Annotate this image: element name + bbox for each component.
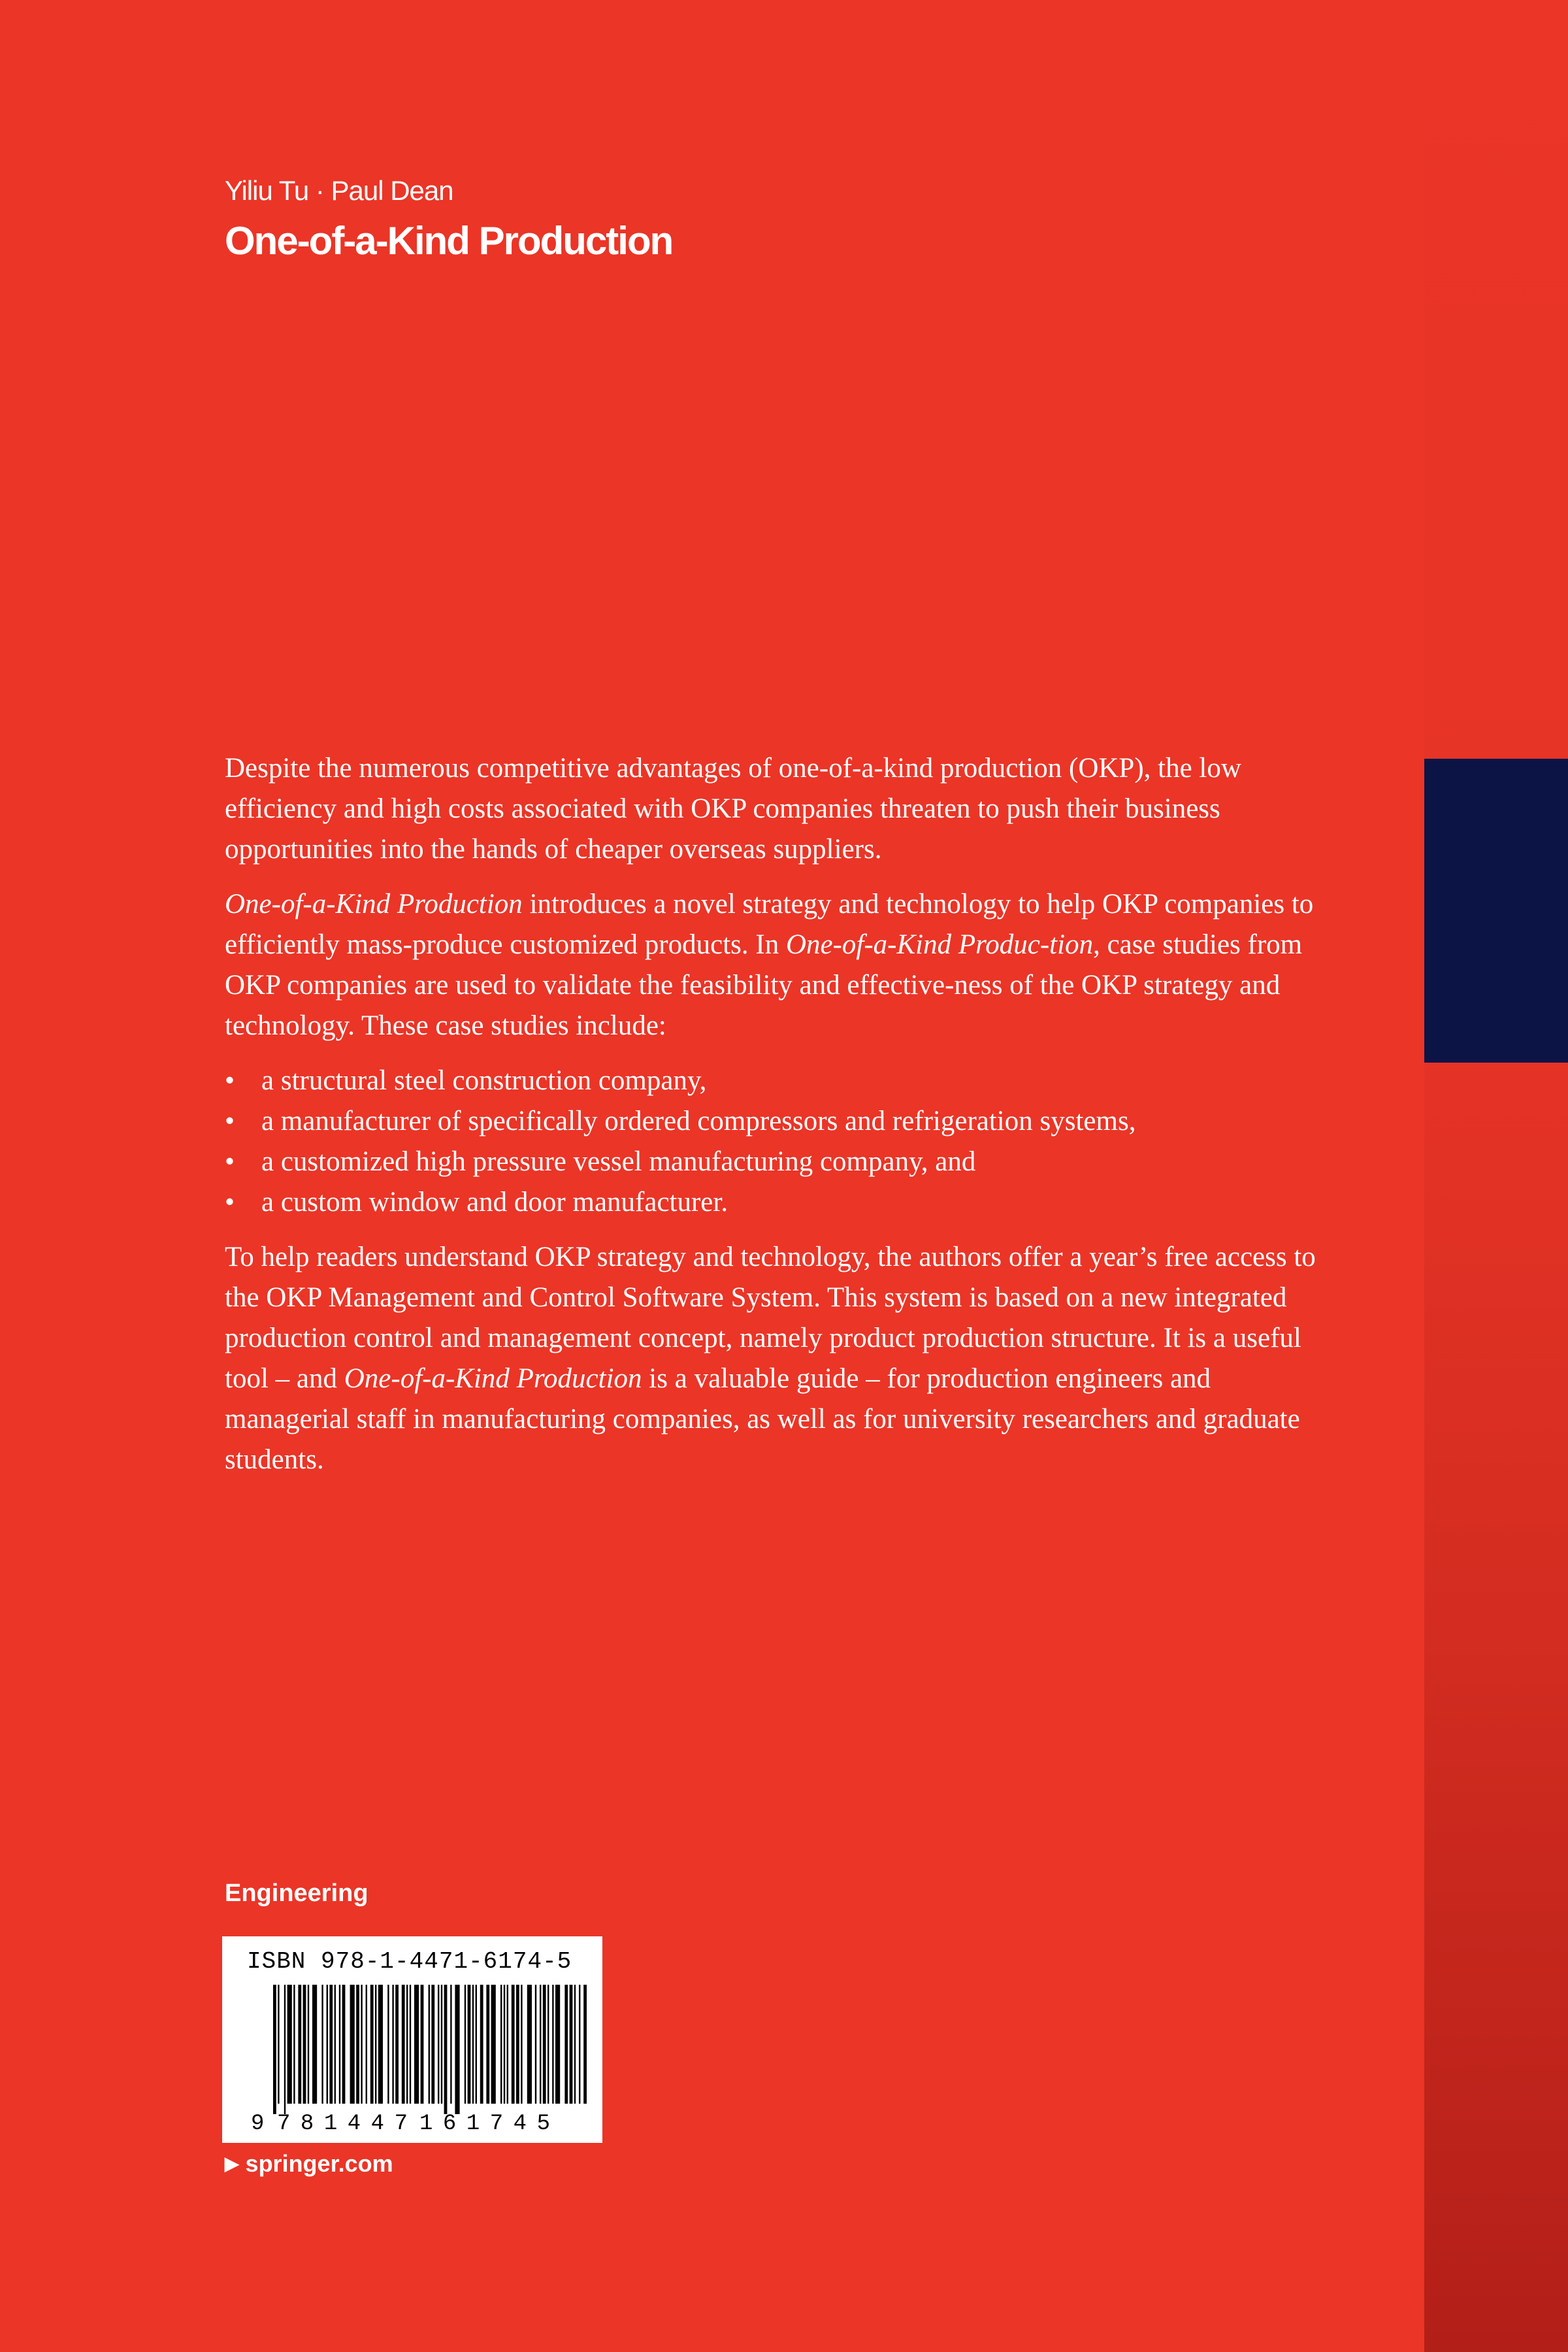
barcode-bar: [284, 1985, 286, 2114]
bullet-icon: •: [225, 1146, 235, 1177]
barcode-bar: [392, 1985, 393, 2104]
title-italic: One-of-a-Kind Production: [225, 889, 523, 919]
barcode-digits-left: 781447: [277, 2112, 408, 2136]
publisher-link[interactable]: [225, 2150, 393, 2178]
barcode-bar: [535, 1985, 536, 2104]
barcode-bar: [361, 1985, 362, 2104]
barcode-bar: [486, 1985, 489, 2104]
barcode-bar: [547, 1985, 549, 2104]
barcode-bar: [293, 1985, 295, 2104]
isbn-label: ISBN 978-1-4471-6174-5: [247, 1948, 572, 1975]
blurb-paragraph-3: [225, 1237, 1335, 1480]
barcode-bar: [500, 1985, 502, 2104]
barcode-bar: [450, 1985, 451, 2104]
list-item-text: a custom window and door manufacturer.: [261, 1187, 728, 1217]
barcode-bar: [342, 1985, 346, 2104]
blurb-text: introduces a novel strategy and technology to help OKP companies to efficiently mass-produce customized products. In: [225, 889, 1314, 960]
barcode-bar: [370, 1985, 374, 2104]
barcode-bar: [521, 1985, 522, 2104]
barcode-bar: [472, 1985, 474, 2104]
arrow-right-icon: ▶: [225, 2153, 239, 2174]
bullet-icon: •: [225, 1106, 235, 1136]
list-item: [225, 1061, 1335, 1101]
barcode-bar: [298, 1985, 301, 2104]
barcode-bar: [273, 1985, 276, 2114]
barcode-bar: [335, 1985, 336, 2104]
spine-strip: [1424, 0, 1568, 2352]
barcode-bar: [507, 1985, 508, 2104]
barcode-bar: [555, 1985, 560, 2104]
barcode-bar: [278, 1985, 279, 2104]
list-item-text: a customized high pressure vessel manufacturing company, and: [261, 1146, 976, 1177]
navy-tab: [1424, 759, 1568, 1063]
barcode-bar: [366, 1985, 367, 2104]
barcode-digits-right: 161745: [419, 2112, 550, 2136]
title-italic: One-of-a-Kind Produc-tion: [785, 929, 1094, 960]
barcode-bar: [339, 1985, 340, 2104]
barcode-bar: [308, 1985, 309, 2104]
barcode-bar: [406, 1985, 408, 2104]
barcode-bar: [583, 1985, 587, 2104]
barcode-bar: [350, 1985, 355, 2104]
blurb: [225, 748, 1335, 1495]
blurb-text: To help readers understand OKP strategy and technology, the authors offer a year’s free access to the OKP Management and Control Software System. This system is based on a new integrated production control and management concept, namely product production structure. It is a useful tool – and: [225, 1242, 1316, 1394]
barcode-bar: [444, 1985, 448, 2114]
blurb-text: is a valuable guide – for production engineers and managerial staff in manufacturing companies, as well as for university researchers and graduate students.: [225, 1363, 1300, 1475]
barcode-bar: [476, 1985, 477, 2104]
barcode-bar: [410, 1985, 411, 2104]
list-item-text: a structural steel construction company,: [261, 1065, 707, 1096]
barcode-bar: [468, 1985, 471, 2104]
barcode-bar: [438, 1985, 439, 2104]
barcode-icon: [222, 1936, 602, 2143]
list-item-text: a manufacturer of specifically ordered compressors and refrigeration systems,: [261, 1106, 1136, 1136]
publisher-url: springer.com: [245, 2150, 393, 2177]
barcode-bar: [504, 1985, 505, 2104]
barcode-bar: [465, 1985, 466, 2104]
title-italic: One-of-a-Kind Production: [344, 1363, 642, 1394]
blurb-paragraph-2: [225, 884, 1335, 1046]
isbn-barcode: [222, 1936, 602, 2143]
barcode-bar: [480, 1985, 483, 2104]
barcode-bar: [395, 1985, 399, 2104]
barcode-bar: [491, 1985, 496, 2104]
barcode-bar: [564, 1985, 568, 2104]
barcode-bar: [287, 1985, 292, 2104]
barcode-bar: [312, 1985, 317, 2104]
barcode-bar: [414, 1985, 419, 2104]
barcode-bar: [387, 1985, 389, 2104]
barcode-bar: [327, 1985, 328, 2104]
case-study-list: [225, 1061, 1335, 1223]
barcode-bar: [574, 1985, 576, 2104]
barcode-bar: [516, 1985, 519, 2104]
barcode-bar: [431, 1985, 434, 2104]
barcode-bar: [540, 1985, 541, 2104]
barcode-digit-first: 9: [251, 2112, 265, 2136]
blurb-paragraph-1: Despite the numerous competitive advantages of one-of-a-kind production (OKP), the low efficiency and high costs associated with OKP companies threaten to push their business opportunities into the hands of cheaper overseas suppliers.: [225, 753, 1241, 865]
subject-category: Engineering: [225, 1880, 368, 1907]
barcode-bar: [356, 1985, 359, 2104]
barcode-bar: [429, 1985, 430, 2104]
barcode-bar: [321, 1985, 323, 2104]
barcode-bar: [441, 1985, 442, 2104]
list-item: [225, 1101, 1335, 1142]
barcode-bar: [543, 1985, 546, 2104]
barcode-bar: [402, 1985, 405, 2104]
barcode-bar: [375, 1985, 376, 2104]
barcode-bar: [527, 1985, 532, 2104]
authors: Yiliu Tu · Paul Dean: [225, 175, 453, 206]
book-title: One-of-a-Kind Production: [225, 219, 673, 263]
barcode-bar: [579, 1985, 580, 2104]
barcode-bar: [552, 1985, 553, 2104]
blurb-text: , case studies from OKP companies are used to validate the feasibility and effective-ness of the OKP strategy and technology. These case studies include:: [225, 929, 1303, 1041]
bullet-icon: •: [225, 1065, 235, 1096]
list-item: [225, 1142, 1335, 1182]
list-item: [225, 1182, 1335, 1223]
barcode-bar: [570, 1985, 573, 2104]
barcode-bar: [455, 1985, 459, 2114]
barcode-bar: [512, 1985, 515, 2104]
bullet-icon: •: [225, 1187, 235, 1217]
barcode-bar: [303, 1985, 306, 2104]
barcode-bar: [378, 1985, 383, 2104]
barcode-bar: [329, 1985, 333, 2104]
barcode-bar: [421, 1985, 424, 2104]
